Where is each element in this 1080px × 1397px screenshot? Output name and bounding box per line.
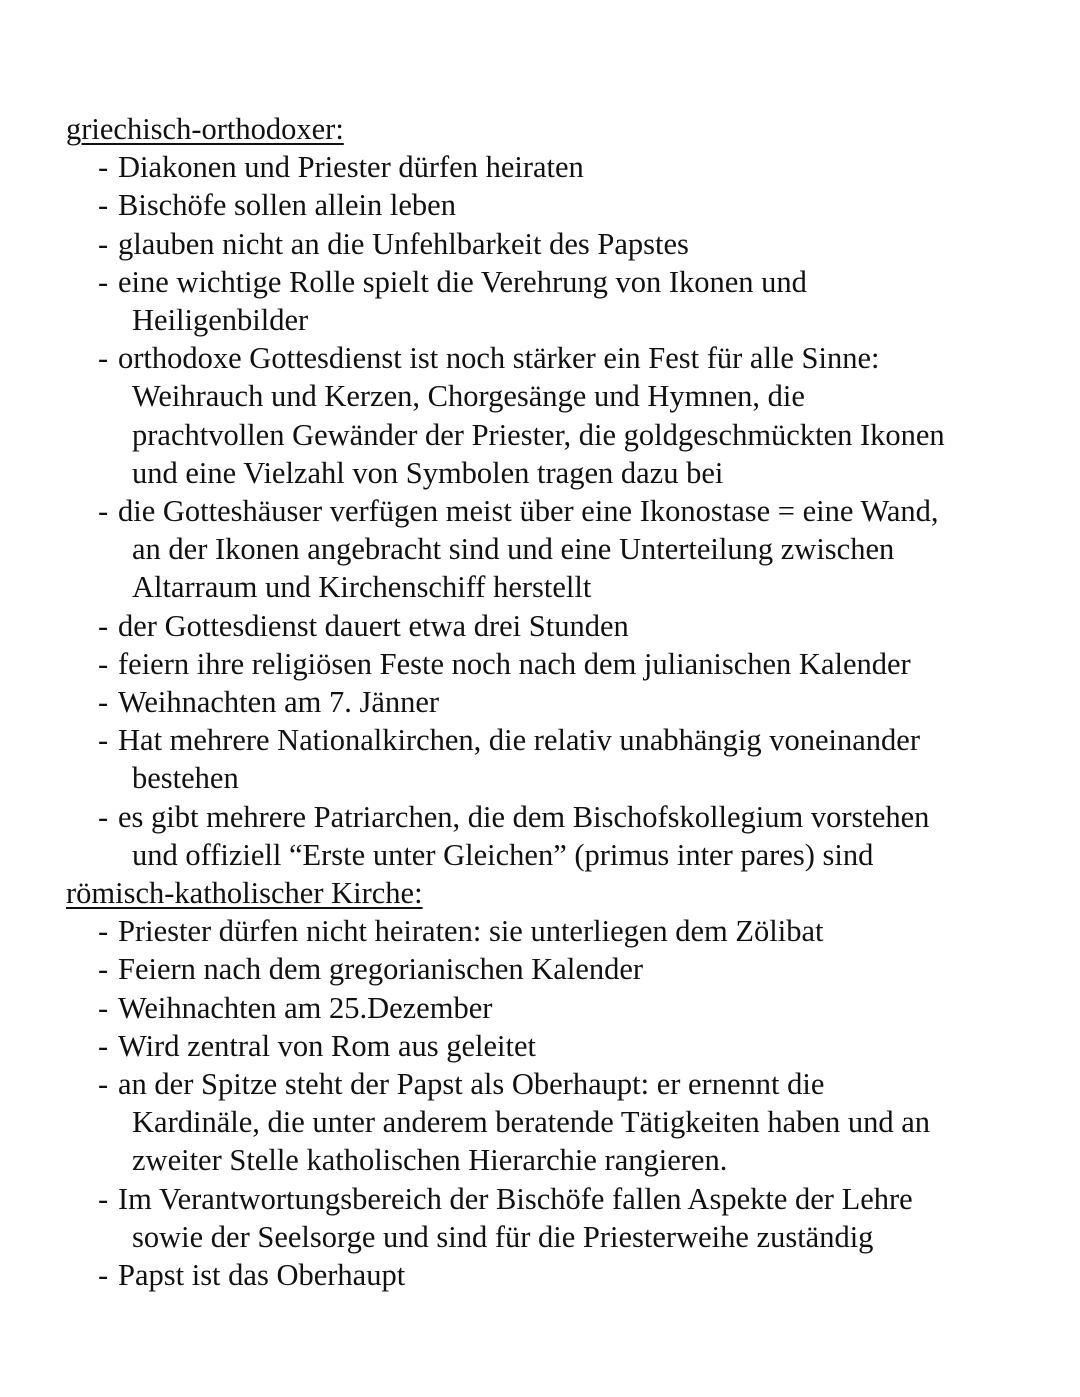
text-line: Weihnachten am 25.Dezember <box>118 990 493 1025</box>
bullet-dash: - <box>98 723 109 758</box>
text-line: Priester dürfen nicht heiraten: sie unterliegen dem Zölibat <box>118 914 824 949</box>
text-line: Weihnachten am 7. Jänner <box>118 685 440 720</box>
list-item <box>98 492 1026 607</box>
section-heading: griechisch-orthodoxer: <box>66 112 344 146</box>
bullet-dash: - <box>98 1028 109 1063</box>
bullet-dash: - <box>98 264 109 299</box>
bullet-list <box>66 912 1026 1294</box>
text-line: sowie der Seelsorge und sind für die Priesterweihe zuständig <box>132 1219 874 1254</box>
text-line: Kardinäle, die unter anderem beratende Tätigkeiten haben und an <box>132 1105 931 1140</box>
list-item-text <box>118 225 1026 263</box>
bullet-dash: - <box>98 608 109 643</box>
list-item-text <box>118 1065 1026 1180</box>
list-item <box>98 1027 1026 1065</box>
bullet-dash: - <box>98 226 109 261</box>
text-line: eine wichtige Rolle spielt die Verehrung von Ikonen und <box>118 264 807 299</box>
list-item-text <box>118 1027 1026 1065</box>
list-item <box>98 263 1026 339</box>
list-item-text <box>118 912 1026 950</box>
list-item-text <box>118 1180 1026 1256</box>
list-item <box>98 339 1026 492</box>
list-item-text <box>118 645 1026 683</box>
bullet-dash: - <box>98 341 109 376</box>
text-line: Wird zentral von Rom aus geleitet <box>118 1028 537 1063</box>
list-item-text <box>118 721 1026 797</box>
text-line: die Gotteshäuser verfügen meist über eine Ikonostase = eine Wand, <box>118 494 939 529</box>
list-item <box>98 607 1026 645</box>
list-item-text <box>118 148 1026 186</box>
list-item <box>98 950 1026 988</box>
list-item <box>98 912 1026 950</box>
list-item-text <box>118 950 1026 988</box>
bullet-dash: - <box>98 1181 109 1216</box>
list-item <box>98 186 1026 224</box>
list-item-text <box>118 1256 1026 1294</box>
bullet-dash: - <box>98 494 109 529</box>
text-line: Altarraum und Kirchenschiff herstellt <box>132 570 592 605</box>
text-line: Diakonen und Priester dürfen heiraten <box>118 150 584 185</box>
list-item-text <box>118 339 1026 492</box>
list-item-text <box>118 492 1026 607</box>
list-item <box>98 1065 1026 1180</box>
bullet-dash: - <box>98 188 109 223</box>
list-item <box>98 721 1026 797</box>
bullet-dash: - <box>98 150 109 185</box>
text-line: und eine Vielzahl von Symbolen tragen dazu bei <box>132 455 724 490</box>
bullet-dash: - <box>98 914 109 949</box>
text-line: und offiziell “Erste unter Gleichen” (primus inter pares) sind <box>132 837 874 872</box>
list-item <box>98 645 1026 683</box>
bullet-dash: - <box>98 1067 109 1102</box>
text-line: orthodoxe Gottesdienst ist noch stärker ein Fest für alle Sinne: <box>118 341 880 376</box>
list-item-text <box>118 186 1026 224</box>
bullet-dash: - <box>98 685 109 720</box>
text-line: an der Spitze steht der Papst als Oberhaupt: er ernennt die <box>118 1067 825 1102</box>
text-line: Heiligenbilder <box>132 303 309 338</box>
text-line: glauben nicht an die Unfehlbarkeit des Papstes <box>118 226 689 261</box>
text-line: es gibt mehrere Patriarchen, die dem Bischofskollegium vorstehen <box>118 799 930 834</box>
list-item <box>98 798 1026 874</box>
list-item-text <box>118 683 1026 721</box>
list-item <box>98 989 1026 1027</box>
text-line: zweiter Stelle katholischen Hierarchie rangieren. <box>132 1143 728 1178</box>
text-line: der Gottesdienst dauert etwa drei Stunden <box>118 608 629 643</box>
text-line: an der Ikonen angebracht sind und eine Unterteilung zwischen <box>132 532 895 567</box>
list-item <box>98 225 1026 263</box>
list-item-text <box>118 798 1026 874</box>
section-heading: römisch-katholischer Kirche: <box>66 876 423 911</box>
bullet-dash: - <box>98 646 109 681</box>
list-item-text <box>118 607 1026 645</box>
bullet-dash: - <box>98 952 109 987</box>
list-item <box>98 1256 1026 1294</box>
bullet-dash: - <box>98 990 109 1025</box>
text-line: bestehen <box>132 761 239 796</box>
text-line: Im Verantwortungsbereich der Bischöfe fallen Aspekte der Lehre <box>118 1181 913 1216</box>
list-item <box>98 683 1026 721</box>
list-item-text <box>118 263 1026 339</box>
text-line: Papst ist das Oberhaupt <box>118 1258 406 1293</box>
text-line: Feiern nach dem gregorianischen Kalender <box>118 952 644 987</box>
text-line: prachtvollen Gewänder der Priester, die goldgeschmückten Ikonen <box>132 417 945 452</box>
bullet-list <box>66 148 1026 874</box>
list-item <box>98 1180 1026 1256</box>
document-content <box>66 110 1026 1294</box>
text-line: Bischöfe sollen allein leben <box>118 188 456 223</box>
bullet-dash: - <box>98 1258 109 1293</box>
bullet-dash: - <box>98 799 109 834</box>
text-line: Weihrauch und Kerzen, Chorgesänge und Hymnen, die <box>132 379 805 414</box>
list-item-text <box>118 989 1026 1027</box>
text-line: Hat mehrere Nationalkirchen, die relativ unabhängig voneinander <box>118 723 920 758</box>
list-item <box>98 148 1026 186</box>
text-line: feiern ihre religiösen Feste noch nach dem julianischen Kalender <box>118 646 911 681</box>
